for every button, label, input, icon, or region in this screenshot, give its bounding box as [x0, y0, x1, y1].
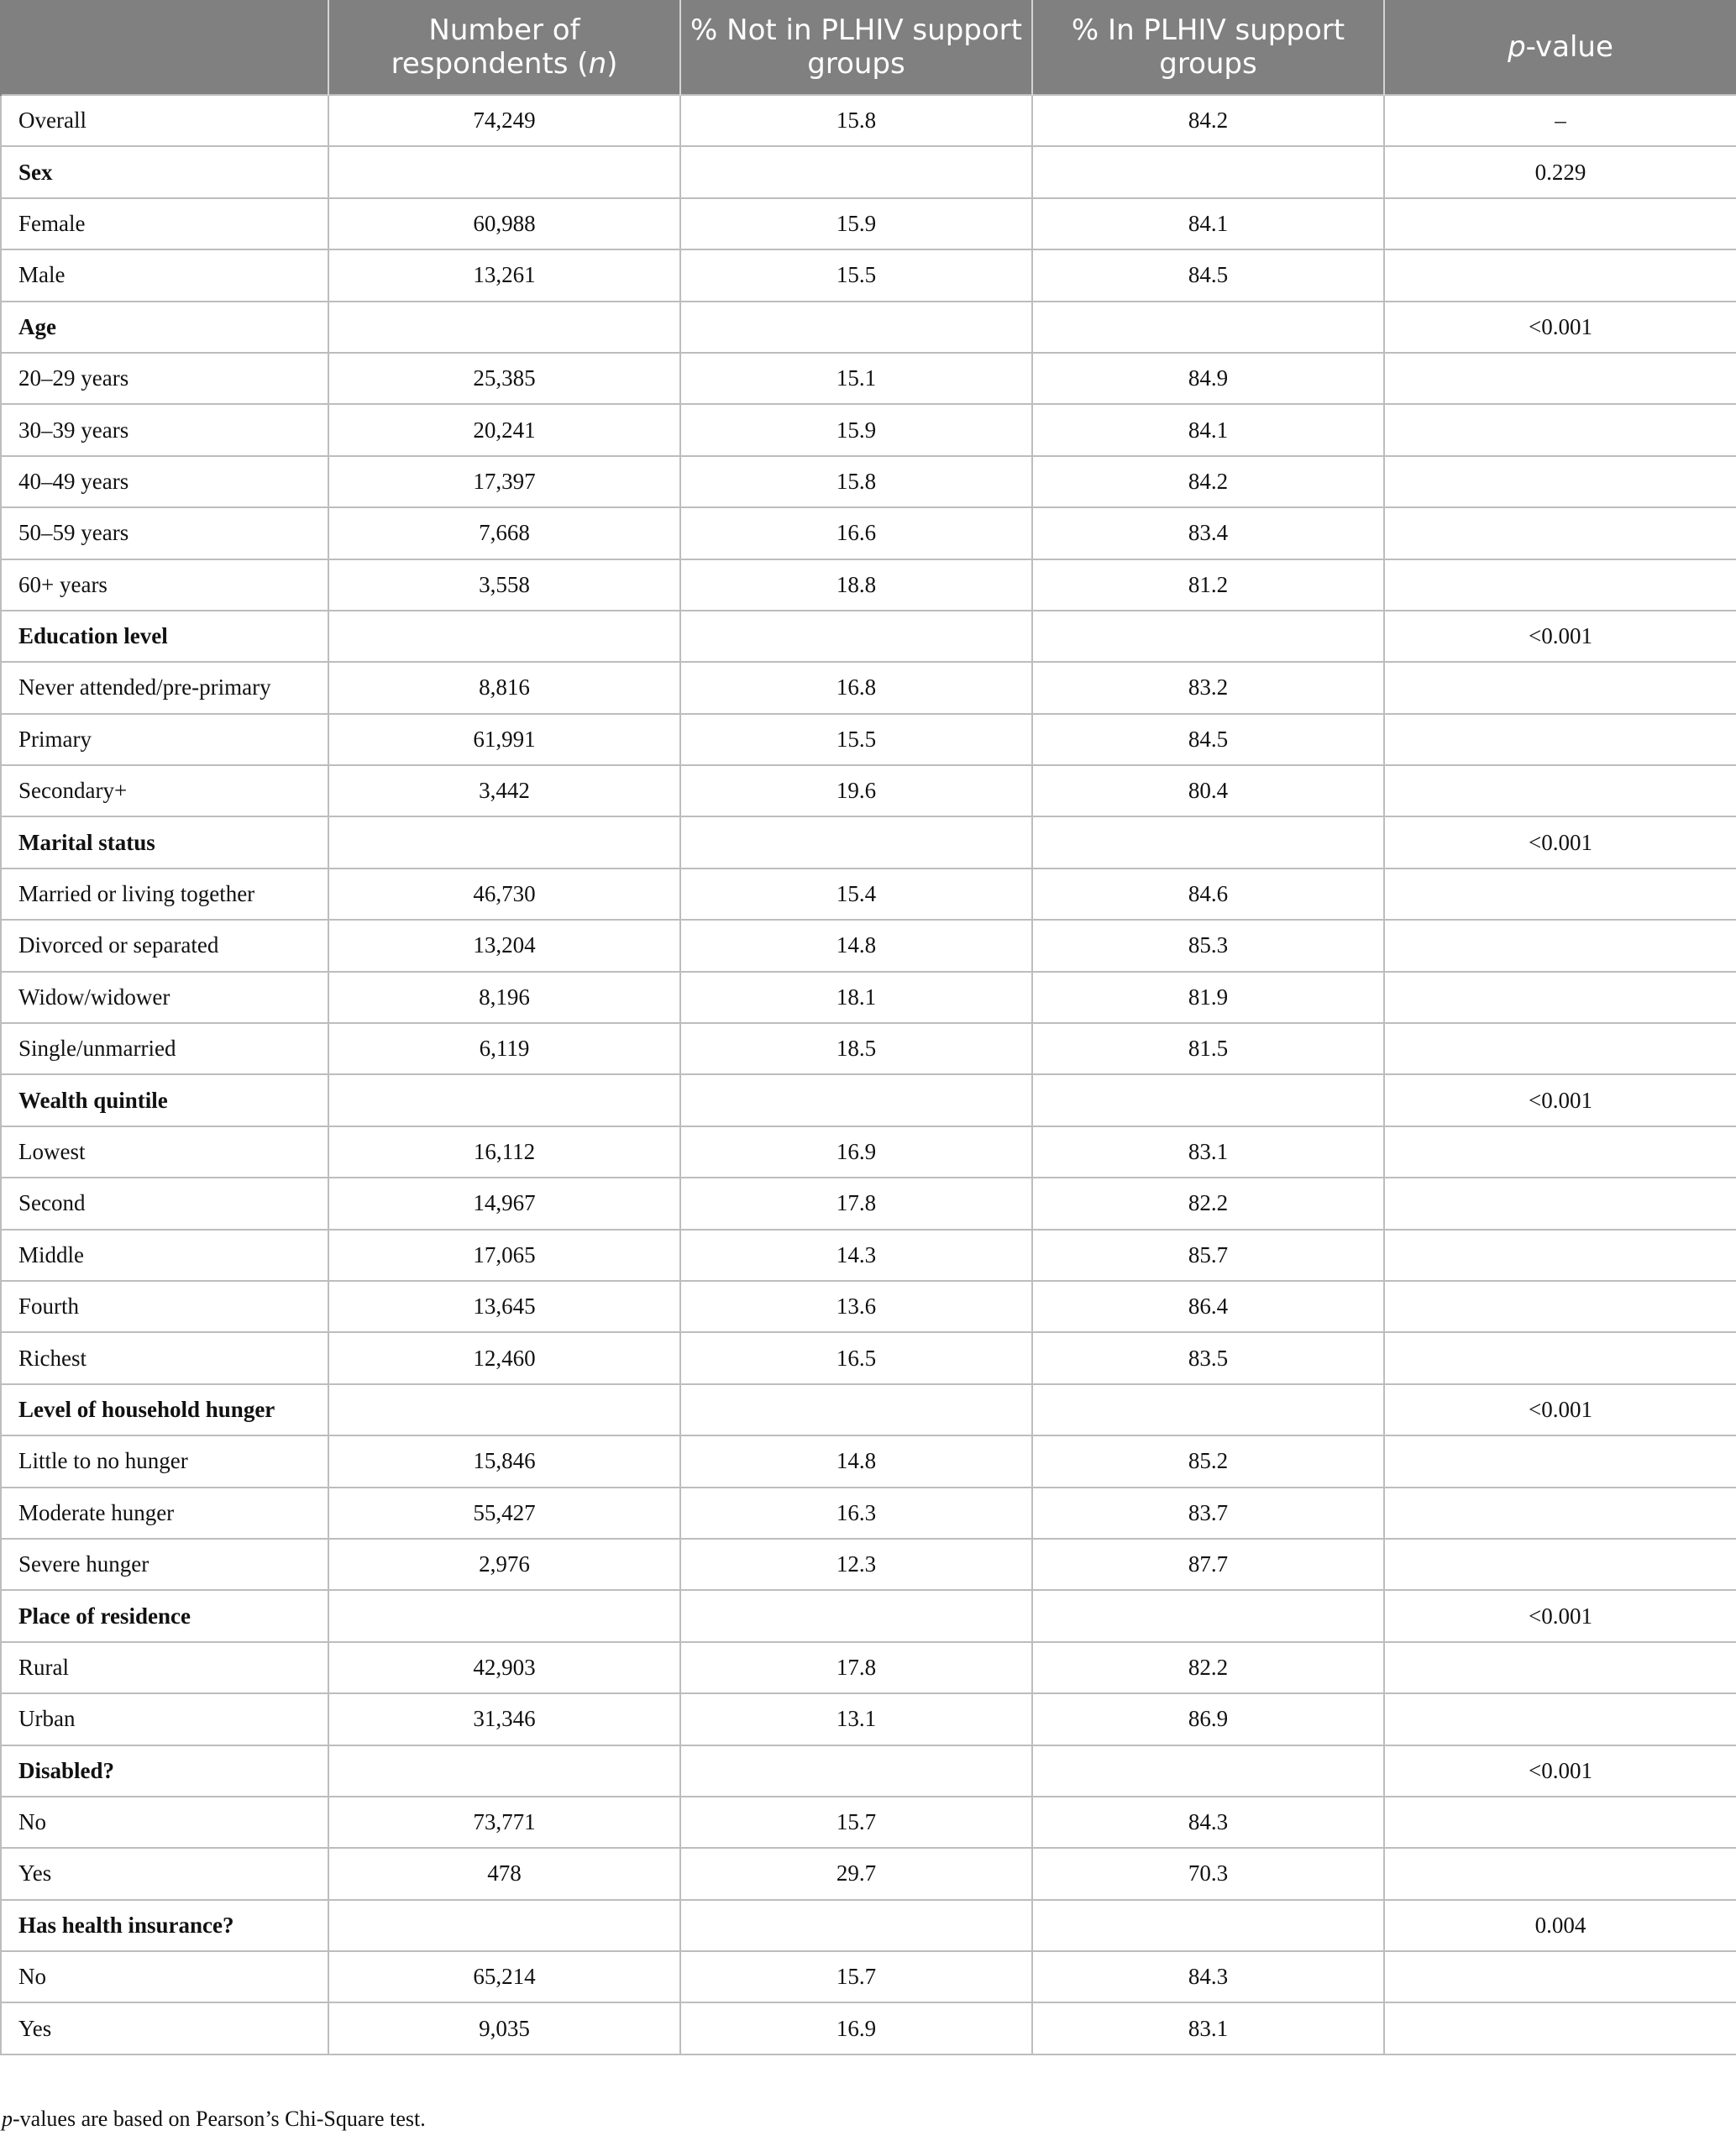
table-row — [1, 714, 1736, 765]
cell-not-in-support-groups — [680, 1745, 1032, 1797]
cell-label: 50–59 years — [1, 507, 328, 559]
cell-in-support-groups: 83.1 — [1032, 2002, 1384, 2054]
cell-p-value — [1384, 249, 1736, 301]
cell-label: Married or living together — [1, 868, 328, 920]
cell-label: 60+ years — [1, 559, 328, 611]
cell-not-in-support-groups — [680, 1074, 1032, 1126]
cell-in-support-groups: 87.7 — [1032, 1539, 1384, 1590]
cell-in-support-groups: 83.7 — [1032, 1488, 1384, 1539]
table-group-row — [1, 816, 1736, 868]
cell-label: No — [1, 1951, 328, 2002]
cell-label: Overall — [1, 95, 328, 146]
table-row — [1, 868, 1736, 920]
cell-not-in-support-groups: 12.3 — [680, 1539, 1032, 1590]
cell-p-value: <0.001 — [1384, 1745, 1736, 1797]
cell-not-in-support-groups: 15.5 — [680, 249, 1032, 301]
cell-in-support-groups: 83.1 — [1032, 1126, 1384, 1178]
cell-label: Urban — [1, 1693, 328, 1745]
table-group-row — [1, 302, 1736, 353]
cell-in-support-groups: 86.9 — [1032, 1693, 1384, 1745]
cell-not-in-support-groups: 17.8 — [680, 1642, 1032, 1693]
cell-not-in-support-groups: 16.6 — [680, 507, 1032, 559]
cell-number-of-respondents: 74,249 — [328, 95, 680, 146]
cell-in-support-groups — [1032, 816, 1384, 868]
table-row — [1, 1693, 1736, 1745]
cell-number-of-respondents — [328, 146, 680, 197]
cell-p-value — [1384, 1230, 1736, 1281]
table-row — [1, 1230, 1736, 1281]
table-group-row — [1, 1590, 1736, 1641]
cell-label: Richest — [1, 1332, 328, 1383]
cell-number-of-respondents — [328, 1900, 680, 1951]
cell-not-in-support-groups — [680, 1900, 1032, 1951]
cell-p-value — [1384, 1693, 1736, 1745]
cell-number-of-respondents — [328, 611, 680, 662]
table-row — [1, 1435, 1736, 1487]
cell-number-of-respondents: 13,204 — [328, 920, 680, 971]
table-row — [1, 1797, 1736, 1848]
table-row — [1, 662, 1736, 713]
table-row — [1, 95, 1736, 146]
cell-label: No — [1, 1797, 328, 1848]
cell-not-in-support-groups: 13.1 — [680, 1693, 1032, 1745]
table-row — [1, 972, 1736, 1023]
cell-label: Moderate hunger — [1, 1488, 328, 1539]
header-n-text: Number of respondents ( — [391, 13, 589, 81]
cell-number-of-respondents — [328, 302, 680, 353]
table-row — [1, 559, 1736, 611]
table-row — [1, 507, 1736, 559]
cell-number-of-respondents: 13,261 — [328, 249, 680, 301]
cell-label: Middle — [1, 1230, 328, 1281]
cell-label: Fourth — [1, 1281, 328, 1332]
cell-p-value: <0.001 — [1384, 1384, 1736, 1435]
header-row — [1, 0, 1736, 95]
cell-number-of-respondents: 17,397 — [328, 456, 680, 507]
cell-in-support-groups: 84.5 — [1032, 249, 1384, 301]
cell-number-of-respondents: 60,988 — [328, 198, 680, 249]
cell-label: Secondary+ — [1, 765, 328, 816]
cell-not-in-support-groups: 15.8 — [680, 456, 1032, 507]
cell-not-in-support-groups: 15.8 — [680, 95, 1032, 146]
cell-number-of-respondents: 20,241 — [328, 404, 680, 455]
cell-p-value: 0.229 — [1384, 146, 1736, 197]
cell-label: Single/unmarried — [1, 1023, 328, 1074]
cell-number-of-respondents: 14,967 — [328, 1178, 680, 1229]
cell-label: Widow/widower — [1, 972, 328, 1023]
cell-not-in-support-groups: 16.5 — [680, 1332, 1032, 1383]
table-row — [1, 1178, 1736, 1229]
cell-in-support-groups — [1032, 611, 1384, 662]
table-row — [1, 1951, 1736, 2002]
cell-label: Marital status — [1, 816, 328, 868]
cell-in-support-groups: 84.1 — [1032, 198, 1384, 249]
cell-not-in-support-groups — [680, 146, 1032, 197]
cell-not-in-support-groups: 17.8 — [680, 1178, 1032, 1229]
cell-p-value — [1384, 1797, 1736, 1848]
cell-not-in-support-groups: 15.7 — [680, 1951, 1032, 2002]
cell-in-support-groups: 84.5 — [1032, 714, 1384, 765]
cell-in-support-groups: 84.1 — [1032, 404, 1384, 455]
cell-in-support-groups — [1032, 302, 1384, 353]
cell-number-of-respondents: 15,846 — [328, 1435, 680, 1487]
cell-p-value — [1384, 765, 1736, 816]
cell-p-value — [1384, 1281, 1736, 1332]
table-row — [1, 1126, 1736, 1178]
cell-number-of-respondents — [328, 1745, 680, 1797]
cell-number-of-respondents: 73,771 — [328, 1797, 680, 1848]
table-row — [1, 1848, 1736, 1899]
cell-in-support-groups: 85.2 — [1032, 1435, 1384, 1487]
cell-in-support-groups: 85.3 — [1032, 920, 1384, 971]
cell-number-of-respondents — [328, 1384, 680, 1435]
cell-p-value — [1384, 1951, 1736, 2002]
cell-not-in-support-groups: 14.3 — [680, 1230, 1032, 1281]
cell-in-support-groups — [1032, 1900, 1384, 1951]
cell-label: Has health insurance? — [1, 1900, 328, 1951]
cell-number-of-respondents: 61,991 — [328, 714, 680, 765]
cell-label: 20–29 years — [1, 353, 328, 404]
cell-label: 40–49 years — [1, 456, 328, 507]
footnote — [2, 2107, 426, 2132]
cell-not-in-support-groups: 19.6 — [680, 765, 1032, 816]
cell-number-of-respondents: 17,065 — [328, 1230, 680, 1281]
cell-p-value — [1384, 1178, 1736, 1229]
cell-label: Lowest — [1, 1126, 328, 1178]
cell-number-of-respondents: 46,730 — [328, 868, 680, 920]
cell-in-support-groups — [1032, 1590, 1384, 1641]
table-group-row — [1, 1900, 1736, 1951]
cell-label: Yes — [1, 1848, 328, 1899]
header-n-after: ) — [606, 47, 618, 81]
cell-number-of-respondents: 3,442 — [328, 765, 680, 816]
cell-in-support-groups: 84.3 — [1032, 1797, 1384, 1848]
cell-in-support-groups: 82.2 — [1032, 1178, 1384, 1229]
cell-label: Rural — [1, 1642, 328, 1693]
cell-not-in-support-groups: 13.6 — [680, 1281, 1032, 1332]
cell-p-value — [1384, 1126, 1736, 1178]
cell-in-support-groups: 81.9 — [1032, 972, 1384, 1023]
table-row — [1, 456, 1736, 507]
cell-number-of-respondents: 13,645 — [328, 1281, 680, 1332]
cell-not-in-support-groups — [680, 302, 1032, 353]
table-group-row — [1, 146, 1736, 197]
header-not-in-support-groups: % Not in PLHIV support groups — [680, 0, 1032, 95]
cell-p-value: <0.001 — [1384, 816, 1736, 868]
cell-number-of-respondents: 25,385 — [328, 353, 680, 404]
cell-not-in-support-groups — [680, 816, 1032, 868]
header-in-support-groups: % In PLHIV support groups — [1032, 0, 1384, 95]
cell-number-of-respondents: 9,035 — [328, 2002, 680, 2054]
cell-number-of-respondents — [328, 1590, 680, 1641]
cell-p-value: <0.001 — [1384, 1590, 1736, 1641]
cell-p-value — [1384, 1435, 1736, 1487]
cell-p-value — [1384, 662, 1736, 713]
cell-not-in-support-groups: 15.9 — [680, 198, 1032, 249]
cell-number-of-respondents: 16,112 — [328, 1126, 680, 1178]
header-p-value — [1384, 0, 1736, 95]
cell-label: Wealth quintile — [1, 1074, 328, 1126]
table-row — [1, 1488, 1736, 1539]
cell-in-support-groups — [1032, 1384, 1384, 1435]
cell-label: Second — [1, 1178, 328, 1229]
cell-p-value: – — [1384, 95, 1736, 146]
cell-label: Severe hunger — [1, 1539, 328, 1590]
cell-label: Level of household hunger — [1, 1384, 328, 1435]
cell-in-support-groups: 84.9 — [1032, 353, 1384, 404]
cell-p-value: <0.001 — [1384, 1074, 1736, 1126]
cell-p-value — [1384, 198, 1736, 249]
cell-number-of-respondents: 55,427 — [328, 1488, 680, 1539]
cell-number-of-respondents: 31,346 — [328, 1693, 680, 1745]
cell-in-support-groups: 86.4 — [1032, 1281, 1384, 1332]
cell-label: Education level — [1, 611, 328, 662]
cell-in-support-groups: 80.4 — [1032, 765, 1384, 816]
table-group-row — [1, 1074, 1736, 1126]
cell-number-of-respondents — [328, 816, 680, 868]
cell-not-in-support-groups: 15.1 — [680, 353, 1032, 404]
cell-number-of-respondents: 65,214 — [328, 1951, 680, 2002]
cell-p-value — [1384, 972, 1736, 1023]
cell-number-of-respondents: 8,816 — [328, 662, 680, 713]
cell-in-support-groups: 83.2 — [1032, 662, 1384, 713]
header-number-of-respondents — [328, 0, 680, 95]
cell-in-support-groups: 82.2 — [1032, 1642, 1384, 1693]
cell-not-in-support-groups — [680, 611, 1032, 662]
cell-p-value — [1384, 920, 1736, 971]
table-group-row — [1, 611, 1736, 662]
cell-in-support-groups: 81.2 — [1032, 559, 1384, 611]
cell-not-in-support-groups: 18.8 — [680, 559, 1032, 611]
cell-label: Place of residence — [1, 1590, 328, 1641]
cell-not-in-support-groups: 15.5 — [680, 714, 1032, 765]
cell-number-of-respondents: 42,903 — [328, 1642, 680, 1693]
table-group-row — [1, 1745, 1736, 1797]
cell-p-value — [1384, 404, 1736, 455]
cell-label: 30–39 years — [1, 404, 328, 455]
table-header — [1, 0, 1736, 95]
cell-not-in-support-groups: 15.9 — [680, 404, 1032, 455]
cell-label: Little to no hunger — [1, 1435, 328, 1487]
table-row — [1, 198, 1736, 249]
table-row — [1, 765, 1736, 816]
cell-not-in-support-groups — [680, 1384, 1032, 1435]
footnote-italic: p — [2, 2107, 13, 2131]
cell-in-support-groups: 84.3 — [1032, 1951, 1384, 2002]
cell-number-of-respondents — [328, 1074, 680, 1126]
table-row — [1, 1642, 1736, 1693]
cell-number-of-respondents: 12,460 — [328, 1332, 680, 1383]
cell-number-of-respondents: 6,119 — [328, 1023, 680, 1074]
cell-p-value — [1384, 507, 1736, 559]
cell-not-in-support-groups: 15.7 — [680, 1797, 1032, 1848]
cell-in-support-groups: 84.6 — [1032, 868, 1384, 920]
cell-in-support-groups — [1032, 1745, 1384, 1797]
cell-p-value — [1384, 559, 1736, 611]
table-row — [1, 249, 1736, 301]
cell-not-in-support-groups: 18.5 — [680, 1023, 1032, 1074]
cell-not-in-support-groups — [680, 1590, 1032, 1641]
cell-p-value — [1384, 1332, 1736, 1383]
cell-p-value — [1384, 1539, 1736, 1590]
cell-not-in-support-groups: 16.9 — [680, 1126, 1032, 1178]
table-row — [1, 2002, 1736, 2054]
cell-p-value: <0.001 — [1384, 611, 1736, 662]
cell-not-in-support-groups: 14.8 — [680, 1435, 1032, 1487]
cell-p-value — [1384, 456, 1736, 507]
cell-p-value — [1384, 2002, 1736, 2054]
header-p-italic: p — [1508, 30, 1526, 64]
cell-in-support-groups: 84.2 — [1032, 95, 1384, 146]
header-p-after: -value — [1525, 30, 1613, 64]
table-row — [1, 1539, 1736, 1590]
cell-p-value — [1384, 868, 1736, 920]
cell-number-of-respondents: 7,668 — [328, 507, 680, 559]
cell-label: Yes — [1, 2002, 328, 2054]
cell-number-of-respondents: 2,976 — [328, 1539, 680, 1590]
cell-number-of-respondents: 8,196 — [328, 972, 680, 1023]
cell-in-support-groups: 83.4 — [1032, 507, 1384, 559]
table-row — [1, 1281, 1736, 1332]
cell-in-support-groups: 70.3 — [1032, 1848, 1384, 1899]
cell-p-value — [1384, 1848, 1736, 1899]
cell-label: Male — [1, 249, 328, 301]
table-row — [1, 1023, 1736, 1074]
cell-number-of-respondents: 3,558 — [328, 559, 680, 611]
table-row — [1, 404, 1736, 455]
table-group-row — [1, 1384, 1736, 1435]
cell-not-in-support-groups: 16.8 — [680, 662, 1032, 713]
table-row — [1, 353, 1736, 404]
cell-in-support-groups: 85.7 — [1032, 1230, 1384, 1281]
cell-p-value — [1384, 714, 1736, 765]
cell-not-in-support-groups: 16.3 — [680, 1488, 1032, 1539]
cell-label: Sex — [1, 146, 328, 197]
cell-not-in-support-groups: 16.9 — [680, 2002, 1032, 2054]
cell-label: Never attended/pre-primary — [1, 662, 328, 713]
cell-number-of-respondents: 478 — [328, 1848, 680, 1899]
cell-in-support-groups: 81.5 — [1032, 1023, 1384, 1074]
cell-label: Disabled? — [1, 1745, 328, 1797]
cell-label: Primary — [1, 714, 328, 765]
cell-in-support-groups — [1032, 1074, 1384, 1126]
cell-not-in-support-groups: 18.1 — [680, 972, 1032, 1023]
cell-label: Divorced or separated — [1, 920, 328, 971]
cell-p-value — [1384, 353, 1736, 404]
cell-p-value: 0.004 — [1384, 1900, 1736, 1951]
cell-p-value — [1384, 1023, 1736, 1074]
table-row — [1, 920, 1736, 971]
cell-label: Female — [1, 198, 328, 249]
header-n-italic: n — [588, 47, 607, 81]
cell-in-support-groups — [1032, 146, 1384, 197]
cell-p-value — [1384, 1488, 1736, 1539]
header-label-column — [1, 0, 328, 95]
table-body — [1, 95, 1736, 2054]
footnote-text: -values are based on Pearson’s Chi-Square test. — [13, 2107, 426, 2131]
cell-in-support-groups: 83.5 — [1032, 1332, 1384, 1383]
cell-in-support-groups: 84.2 — [1032, 456, 1384, 507]
cell-not-in-support-groups: 14.8 — [680, 920, 1032, 971]
cell-not-in-support-groups: 29.7 — [680, 1848, 1032, 1899]
cell-p-value — [1384, 1642, 1736, 1693]
cell-label: Age — [1, 302, 328, 353]
cell-p-value: <0.001 — [1384, 302, 1736, 353]
cell-not-in-support-groups: 15.4 — [680, 868, 1032, 920]
table-row — [1, 1332, 1736, 1383]
